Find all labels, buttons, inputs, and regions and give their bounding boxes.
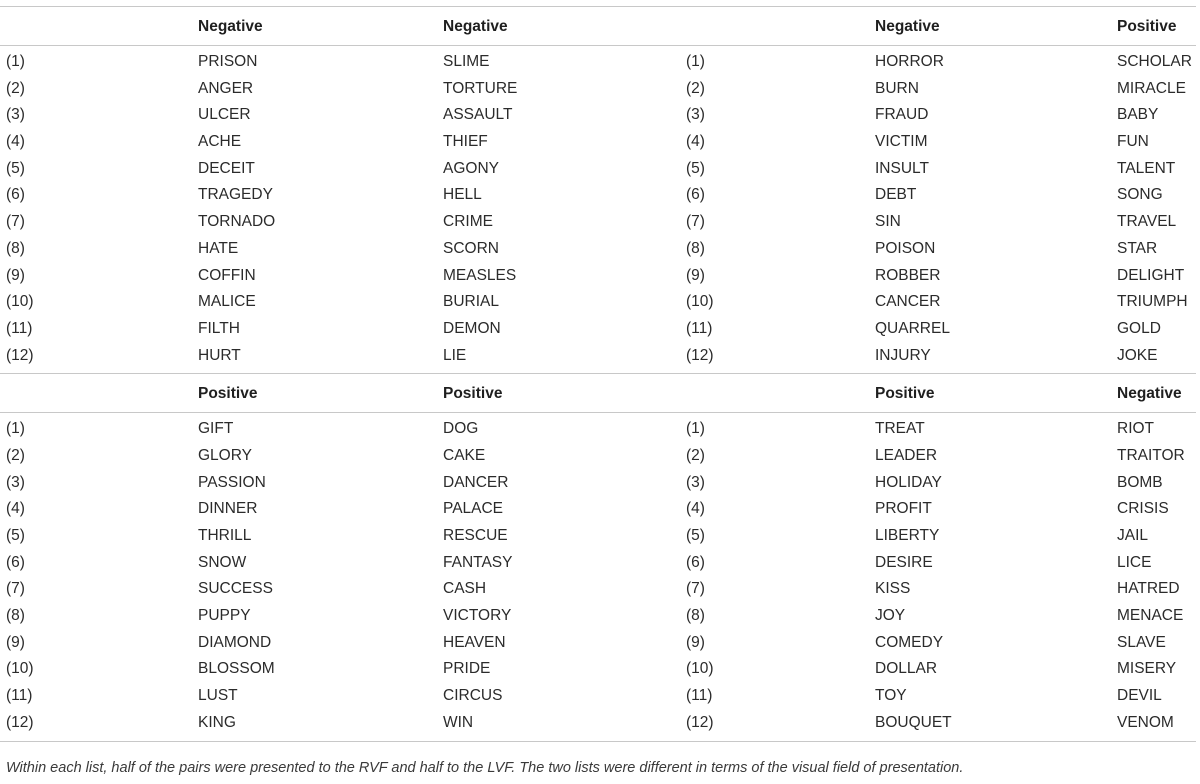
word-col-3: POISON (875, 239, 936, 257)
item-number: (11) (686, 687, 713, 705)
word-col-3: HOLIDAY (875, 473, 942, 491)
word-col-4: BOMB (1117, 473, 1163, 491)
word-col-4: MISERY (1117, 660, 1177, 678)
item-number: (10) (686, 293, 714, 311)
word-col-2: CIRCUS (443, 687, 503, 705)
word-col-4: DELIGHT (1117, 266, 1185, 284)
word-col-2: TORTURE (443, 79, 518, 97)
item-number: (11) (686, 319, 713, 337)
word-col-1: TORNADO (198, 213, 276, 231)
item-number: (6) (686, 553, 705, 571)
word-col-2: FANTASY (443, 553, 513, 571)
word-col-1: HATE (198, 239, 239, 257)
word-col-2: HELL (443, 186, 482, 204)
table-row (0, 289, 1196, 316)
word-col-3: PROFIT (875, 500, 932, 518)
word-col-2: SCORN (443, 239, 499, 257)
table-row (0, 102, 1196, 129)
word-col-4: MIRACLE (1117, 79, 1186, 97)
word-col-2: CAKE (443, 446, 486, 464)
item-number: (1) (6, 420, 25, 438)
item-number: (2) (6, 446, 25, 464)
item-number: (8) (686, 607, 705, 625)
table-row (0, 156, 1196, 183)
word-col-3: BURN (875, 79, 919, 97)
item-number: (8) (686, 239, 705, 257)
word-col-1: PRISON (198, 53, 258, 70)
item-number: (1) (686, 53, 705, 70)
word-col-2: BURIAL (443, 293, 499, 311)
word-col-4: SCHOLAR (1117, 53, 1192, 70)
item-number: (2) (686, 79, 705, 97)
word-col-2: CRIME (443, 213, 493, 231)
word-col-3: FRAUD (875, 106, 929, 124)
word-col-2: DANCER (443, 473, 509, 491)
word-col-2: LIE (443, 346, 467, 364)
word-col-1: GLORY (198, 446, 252, 464)
word-col-3: HORROR (875, 53, 944, 70)
item-number: (2) (6, 79, 25, 97)
table-row (0, 182, 1196, 209)
word-col-1: FILTH (198, 319, 240, 337)
item-number: (8) (6, 239, 25, 257)
word-col-3: DEBT (875, 186, 917, 204)
word-col-3: JOY (875, 607, 906, 625)
table-row (0, 76, 1196, 103)
column-header: Positive (443, 385, 503, 403)
column-header: Negative (875, 18, 940, 35)
word-col-1: THRILL (198, 527, 252, 544)
word-col-4: HATRED (1117, 580, 1180, 598)
word-col-2: MEASLES (443, 266, 517, 284)
table-row (0, 416, 1196, 443)
word-col-3: BOUQUET (875, 713, 952, 731)
table-row (0, 710, 1196, 737)
item-number: (3) (6, 106, 25, 124)
word-col-1: TRAGEDY (198, 186, 273, 204)
table-row (0, 470, 1196, 497)
word-col-1: KING (198, 713, 236, 731)
item-number: (9) (6, 266, 25, 284)
word-col-2: PALACE (443, 500, 504, 518)
item-number: (7) (686, 213, 705, 231)
item-number: (9) (686, 633, 705, 651)
word-col-3: LIBERTY (875, 527, 940, 544)
word-col-2: RESCUE (443, 527, 508, 544)
item-number: (6) (6, 186, 25, 204)
word-col-1: LUST (198, 687, 238, 705)
word-col-3: VICTIM (875, 133, 928, 151)
item-number: (3) (686, 106, 705, 124)
word-col-2: PRIDE (443, 660, 491, 678)
word-col-4: CRISIS (1117, 500, 1169, 518)
word-col-3: INSULT (875, 159, 929, 177)
word-col-3: DOLLAR (875, 660, 938, 678)
table-row (0, 683, 1196, 710)
word-col-1: BLOSSOM (198, 660, 275, 678)
word-col-4: BABY (1117, 106, 1159, 124)
word-col-1: DECEIT (198, 159, 255, 177)
item-number: (10) (6, 660, 34, 678)
item-number: (11) (6, 687, 33, 705)
word-col-1: ULCER (198, 106, 251, 124)
item-number: (7) (686, 580, 705, 598)
word-col-4: TRIUMPH (1117, 293, 1188, 311)
item-number: (10) (6, 293, 34, 311)
word-col-2: VICTORY (443, 607, 512, 625)
word-col-1: SUCCESS (198, 580, 273, 598)
header-row (0, 7, 1196, 45)
word-col-4: STAR (1117, 239, 1158, 257)
word-col-3: ROBBER (875, 266, 941, 284)
item-number: (8) (6, 607, 25, 625)
word-col-1: PUPPY (198, 607, 251, 625)
table-row (0, 443, 1196, 470)
word-col-1: COFFIN (198, 266, 256, 284)
word-col-4: TRAVEL (1117, 213, 1177, 231)
table-row (0, 236, 1196, 263)
item-number: (2) (686, 446, 705, 464)
word-col-2: AGONY (443, 159, 499, 177)
item-number: (4) (6, 133, 25, 151)
item-number: (3) (6, 473, 25, 491)
word-col-1: GIFT (198, 420, 234, 438)
item-number: (4) (6, 500, 25, 518)
table-row (0, 656, 1196, 683)
item-number: (1) (6, 53, 25, 70)
item-number: (5) (686, 527, 705, 544)
word-col-4: TRAITOR (1117, 446, 1185, 464)
item-number: (4) (686, 133, 705, 151)
table-row (0, 496, 1196, 523)
word-col-3: TREAT (875, 420, 925, 438)
column-header: Positive (1117, 18, 1177, 35)
item-number: (7) (6, 213, 25, 231)
word-col-2: ASSAULT (443, 106, 513, 124)
word-col-2: HEAVEN (443, 633, 506, 651)
word-col-4: RIOT (1117, 420, 1155, 438)
table-row (0, 263, 1196, 290)
column-header: Positive (198, 385, 258, 403)
word-col-3: INJURY (875, 346, 931, 364)
word-col-1: ANGER (198, 79, 254, 97)
word-col-3: TOY (875, 687, 907, 705)
word-col-3: LEADER (875, 446, 938, 464)
word-col-4: TALENT (1117, 159, 1176, 177)
block-rule (0, 741, 1196, 742)
word-col-2: DOG (443, 420, 479, 438)
column-header: Negative (1117, 385, 1182, 403)
item-number: (7) (6, 580, 25, 598)
word-col-2: WIN (443, 713, 474, 731)
item-number: (9) (686, 266, 705, 284)
table-row (0, 550, 1196, 577)
table-row (0, 316, 1196, 343)
table-footnote: Within each list, half of the pairs were presented to the RVF and half to the LVF. The two lists were different in terms of the visual field of presentation. (6, 760, 964, 776)
table-row (0, 603, 1196, 630)
item-number: (12) (6, 346, 34, 364)
word-pair-table (0, 6, 1196, 742)
word-col-3: QUARREL (875, 319, 950, 337)
item-number: (4) (686, 500, 705, 518)
word-col-1: DINNER (198, 500, 258, 518)
item-number: (10) (686, 660, 714, 678)
item-number: (11) (6, 319, 33, 337)
table-row (0, 343, 1196, 370)
table-row (0, 576, 1196, 603)
word-col-1: SNOW (198, 553, 247, 571)
word-col-3: SIN (875, 213, 901, 231)
word-col-3: CANCER (875, 293, 941, 311)
word-col-4: SLAVE (1117, 633, 1166, 651)
header-row (0, 374, 1196, 412)
item-number: (5) (6, 527, 25, 544)
item-number: (6) (686, 186, 705, 204)
word-col-4: VENOM (1117, 713, 1174, 731)
word-col-2: CASH (443, 580, 487, 598)
item-number: (12) (686, 346, 714, 364)
word-col-4: MENACE (1117, 607, 1184, 625)
word-col-4: GOLD (1117, 319, 1161, 337)
item-number: (9) (6, 633, 25, 651)
item-number: (1) (686, 420, 705, 438)
table-row (0, 523, 1196, 550)
word-col-4: LICE (1117, 553, 1152, 571)
word-col-1: ACHE (198, 133, 242, 151)
table-row (0, 49, 1196, 76)
word-col-4: FUN (1117, 133, 1149, 151)
table-row (0, 209, 1196, 236)
item-number: (5) (686, 159, 705, 177)
word-col-2: SLIME (443, 53, 490, 70)
column-header: Positive (875, 385, 935, 403)
item-number: (12) (6, 713, 34, 731)
word-col-1: HURT (198, 346, 241, 364)
word-col-1: MALICE (198, 293, 256, 311)
item-number: (12) (686, 713, 714, 731)
table-row (0, 129, 1196, 156)
column-header: Negative (198, 18, 263, 35)
item-number: (5) (6, 159, 25, 177)
item-number: (3) (686, 473, 705, 491)
item-number: (6) (6, 553, 25, 571)
word-col-1: DIAMOND (198, 633, 272, 651)
word-col-4: JOKE (1117, 346, 1158, 364)
table-row (0, 630, 1196, 657)
word-col-2: DEMON (443, 319, 501, 337)
word-col-1: PASSION (198, 473, 266, 491)
word-col-3: COMEDY (875, 633, 944, 651)
word-col-4: DEVIL (1117, 687, 1162, 705)
column-header: Negative (443, 18, 508, 35)
word-col-4: SONG (1117, 186, 1163, 204)
word-col-2: THIEF (443, 133, 488, 151)
word-col-3: KISS (875, 580, 911, 598)
word-col-3: DESIRE (875, 553, 933, 571)
word-col-4: JAIL (1117, 527, 1149, 544)
